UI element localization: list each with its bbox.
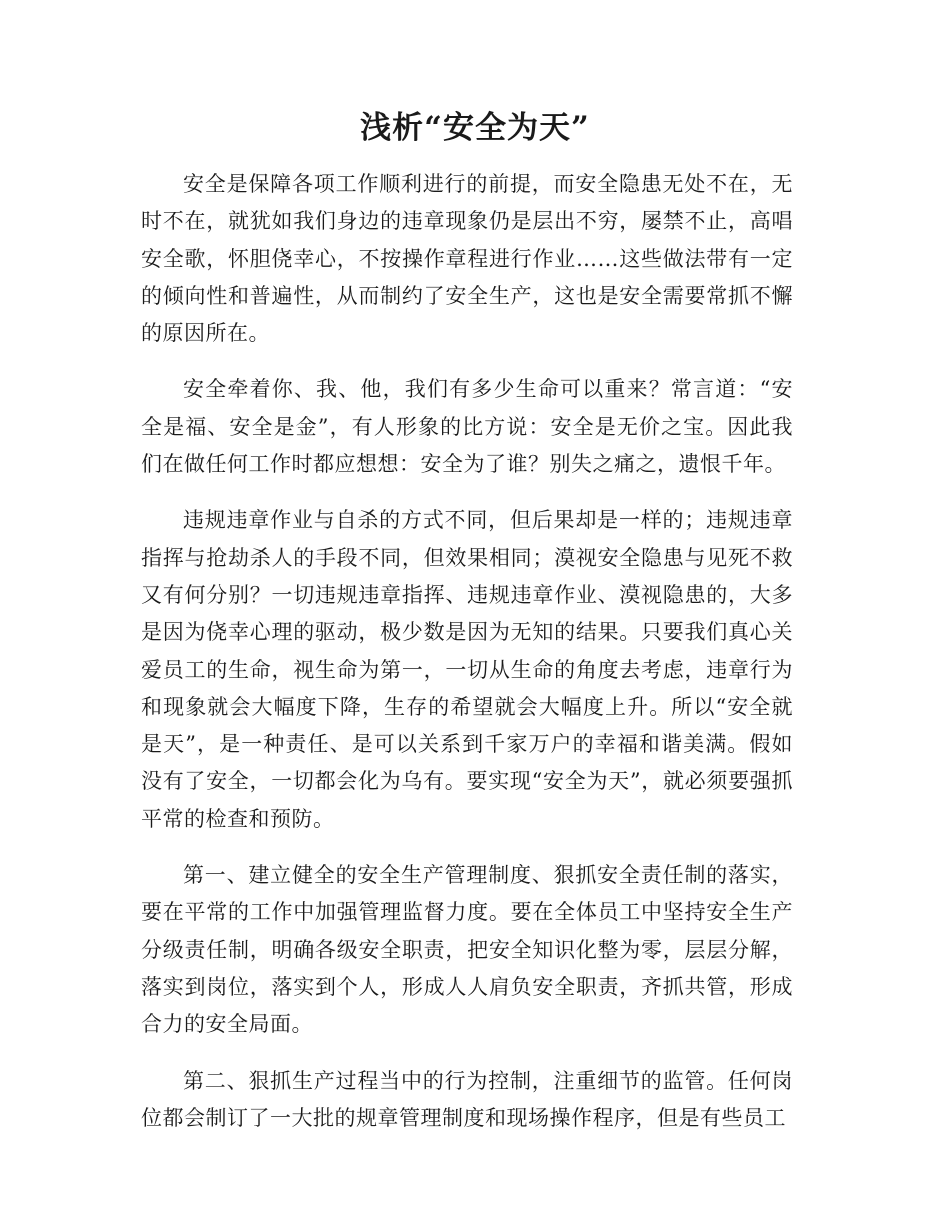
paragraph-violations: 违规违章作业与自杀的方式不同，但后果却是一样的；违规违章指挥与抢劫杀人的手段不同，但效果相同；漠视安全隐患与见死不救又有何分别？一切违规违章指挥、违规违章作业、漠视隐患的，大多是因为侥幸心理的驱动，极少数是因为无知的结果。只要我们真心关爱员工的生命，视生命为第一，一切从生命的角度去考虑，违章行为和现象就会大幅度下降，生存的希望就会大幅度上升。所以“安全就是天”，是一种责任、是可以关系到千家万户的幸福和谐美满。假如没有了安全，一切都会化为乌有。要实现“安全为天”，就必须要强抓平常的检查和预防。 <box>141 508 793 831</box>
document-title: 浅析“安全为天” <box>360 110 590 146</box>
document-body <box>141 166 793 1156</box>
paragraph-intro: 安全是保障各项工作顺利进行的前提，而安全隐患无处不在，无时不在，就犹如我们身边的违章现象仍是层出不穷，屡禁不止，高唱安全歌，怀胆侥幸心，不按操作章程进行作业……这些做法带有一定的倾向性和普遍性，从而制约了安全生产，这也是安全需要常抓不懈的原因所在。 <box>141 172 793 346</box>
paragraph-life: 安全牵着你、我、他，我们有多少生命可以重来？常言道：“安全是福、安全是金”，有人形象的比方说：安全是无价之宝。因此我们在做任何工作时都应想想：安全为了谁？别失之痛之，遗恨千年。 <box>141 377 793 477</box>
paragraph-point-one: 第一、建立健全的安全生产管理制度、狠抓安全责任制的落实，要在平常的工作中加强管理监督力度。要在全体员工中坚持安全生产分级责任制，明确各级安全职责，把安全知识化整为零，层层分解，落实到岗位，落实到个人，形成人人肩负安全职责，齐抓共管，形成合力的安全局面。 <box>141 863 793 1037</box>
paragraph-point-two: 第二、狠抓生产过程当中的行为控制，注重细节的监管。任何岗位都会制订了一大批的规章管理制度和现场操作程序，但是有些员工 <box>141 1068 793 1130</box>
